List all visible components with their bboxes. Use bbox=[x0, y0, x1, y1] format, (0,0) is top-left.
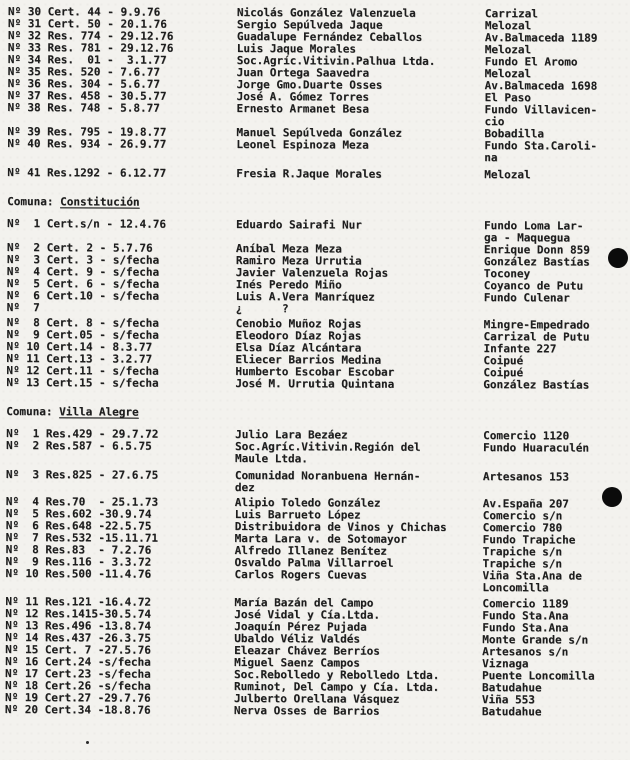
entry-ref: Nº 34 Res. 01 - 3.1.77 bbox=[7, 53, 167, 67]
table-row bbox=[7, 167, 629, 182]
entry-address: Trapiche s/n bbox=[482, 557, 563, 571]
entry-address: Carrizal de Putu bbox=[483, 330, 590, 344]
entry-ref: Nº 9 Cert.05 - s/fecha bbox=[6, 328, 159, 342]
entry-address: Mingre-Empedrado bbox=[483, 318, 590, 332]
entry-ref: Nº 14 Res.437 -26.3.75 bbox=[5, 631, 151, 645]
table-row bbox=[7, 138, 629, 165]
entry-ref: Nº 11 Cert.13 - 3.2.77 bbox=[6, 352, 153, 366]
entry-ref: Nº 11 Res.121 -16.4.72 bbox=[5, 595, 152, 609]
entry-name: Aníbal Meza Meza bbox=[235, 242, 342, 256]
entry-name: María Bazán del Campo bbox=[234, 596, 374, 610]
heading-comuna-label: Comuna: bbox=[6, 405, 53, 419]
entry-ref: Nº 6 Res.648 -22.5.75 bbox=[5, 519, 152, 533]
entry-name: Carlos Rogers Cuevas bbox=[234, 568, 367, 582]
entry-ref: Nº 7 Res.532 -15.11.71 bbox=[5, 531, 159, 545]
entry-address: Melozal bbox=[484, 168, 531, 182]
entry-name: Miguel Saenz Campos bbox=[234, 656, 360, 670]
entry-ref: Nº 16 Cert.24 -s/fecha bbox=[5, 655, 151, 669]
table-row bbox=[6, 377, 628, 392]
entry-address: Fundo Loma Lar- ga - Maquegua bbox=[483, 219, 584, 245]
entry-ref: Nº 5 Cert. 6 - s/fecha bbox=[6, 277, 160, 291]
entry-name: Sergio Sepúlveda Jaque bbox=[236, 18, 383, 32]
entry-name: Cenobio Muñoz Rojas bbox=[235, 317, 362, 331]
entry-name: José M. Urrutia Quintana bbox=[235, 377, 395, 391]
entry-name: Alfredo Illanez Benítez bbox=[234, 544, 387, 558]
entry-address: El Paso bbox=[484, 91, 531, 105]
entry-address: Fundo El Aromo bbox=[484, 55, 578, 69]
entry-name: Soc.Agríc.Vitivin.Palhua Ltda. bbox=[236, 54, 436, 68]
entry-name: Juan Ortega Saavedra bbox=[236, 66, 370, 80]
entry-ref: Nº 12 Res.1415-30.5.74 bbox=[5, 607, 152, 621]
entry-ref: Nº 19 Cert.27 -29.7.76 bbox=[4, 691, 151, 705]
entry-name: Luis Jaque Morales bbox=[236, 42, 357, 56]
entry-name: Guadalupe Fernández Ceballos bbox=[236, 30, 423, 44]
entry-name: Ubaldo Véliz Valdés bbox=[234, 632, 361, 646]
entry-address: González Bastías bbox=[483, 255, 590, 269]
entry-ref: Nº 20 Cert.34 -18.8.76 bbox=[4, 703, 151, 717]
entry-name: Eliecer Barrios Medina bbox=[235, 353, 382, 367]
entry-ref: Nº 33 Res. 781 - 29.12.76 bbox=[7, 41, 174, 55]
entry-ref: Nº 7 bbox=[6, 301, 40, 315]
table-row bbox=[5, 568, 627, 595]
entry-address: Fundo Sta.Ana bbox=[482, 621, 569, 635]
section-heading bbox=[7, 196, 629, 211]
entry-ref: Nº 15 Cert. 7 -27.5.76 bbox=[5, 643, 151, 657]
entry-ref: Nº 4 Cert. 9 - s/fecha bbox=[6, 265, 160, 279]
hole-punch-mark bbox=[602, 487, 622, 507]
entry-ref: Nº 37 Res. 458 - 30.5.77 bbox=[7, 89, 167, 103]
entry-ref: Nº 35 Res. 520 - 7.6.77 bbox=[7, 65, 161, 79]
entry-name: Luis Barrueto López bbox=[234, 508, 361, 522]
entry-ref: Nº 39 Res. 795 - 19.8.77 bbox=[7, 125, 167, 139]
entry-ref: Nº 31 Cert. 50 - 20.1.76 bbox=[7, 17, 167, 31]
entry-ref: Nº 17 Cert.23 -s/fecha bbox=[5, 667, 151, 681]
entry-address: Av.Balmaceda 1698 bbox=[484, 79, 598, 93]
entry-ref: Nº 41 Res.1292 - 6.12.77 bbox=[7, 166, 167, 180]
entry-address: Comercio 1120 bbox=[483, 429, 570, 443]
heading-comuna-name: Villa Alegre bbox=[59, 405, 139, 419]
entry-address: Coyanco de Putu bbox=[483, 279, 584, 293]
section-heading-line bbox=[7, 196, 629, 211]
entry-address: Infante 227 bbox=[483, 342, 557, 356]
entry-name: Luis A.Vera Manríquez bbox=[235, 290, 375, 304]
entry-name: Elsa Díaz Alcántara bbox=[235, 341, 362, 355]
entry-name: Osvaldo Palma Villarroel bbox=[234, 556, 394, 570]
entry-name: Javier Valenzuela Rojas bbox=[235, 266, 389, 280]
entry-address: Coipué bbox=[483, 366, 524, 380]
entry-name: Comunidad Noranbuena Hernán- dez bbox=[234, 469, 421, 495]
entry-address: Viznaga bbox=[482, 657, 529, 671]
entry-ref: Nº 1 Cert.s/n - 12.4.76 bbox=[6, 217, 167, 231]
entry-name: Julberto Orellana Vásquez bbox=[233, 692, 400, 706]
entry-address: Melozal bbox=[484, 67, 532, 81]
entry-address: Comercio 1189 bbox=[482, 597, 569, 611]
entry-ref: Nº 36 Res. 304 - 5.6.77 bbox=[7, 77, 160, 91]
entry-ref: Nº 18 Cert.26 -s/fecha bbox=[4, 679, 151, 693]
entry-name: ¿ ? bbox=[235, 302, 289, 316]
table-row bbox=[5, 704, 627, 719]
entry-name: Eleazar Chávez Berríos bbox=[234, 644, 380, 658]
entry-name: Fresia R.Jaque Morales bbox=[236, 167, 382, 181]
entry-address: Toconey bbox=[483, 267, 531, 281]
entry-name: Alipio Toledo González bbox=[234, 496, 381, 510]
entry-address: Fundo Culenar bbox=[483, 291, 570, 305]
heading-comuna-label: Comuna: bbox=[7, 195, 54, 209]
entry-ref: Nº 8 Cert. 8 - s/fecha bbox=[6, 316, 159, 330]
entry-ref: Nº 3 Res.825 - 27.6.75 bbox=[5, 468, 159, 482]
entry-name: Jorge Gmo.Duarte Osses bbox=[236, 78, 383, 92]
entry-address: Fundo Sta.Caroli- na bbox=[484, 139, 597, 165]
entry-address: Artesanos s/n bbox=[482, 645, 569, 659]
entry-ref: Nº 1 Res.429 - 29.7.72 bbox=[6, 427, 159, 441]
entry-address: Viña 553 bbox=[481, 693, 535, 707]
entry-name: Eduardo Sairafi Nur bbox=[235, 218, 362, 232]
entry-name: Nerva Osses de Barrios bbox=[233, 704, 380, 718]
entry-ref: Nº 3 Cert. 3 - s/fecha bbox=[6, 253, 160, 267]
entry-address: Carrizal bbox=[484, 7, 538, 21]
entry-ref: Nº 9 Res.116 - 3.3.72 bbox=[5, 555, 152, 569]
heading-comuna-name: Constitución bbox=[60, 195, 140, 209]
entry-ref: Nº 38 Res. 748 - 5.8.77 bbox=[7, 101, 160, 115]
section-heading-line bbox=[6, 406, 628, 421]
entry-address: Batudahue bbox=[481, 681, 542, 695]
entry-address: Viña Sta.Ana de Loncomilla bbox=[482, 569, 582, 595]
entry-address: Fundo Villavicen- cio bbox=[484, 103, 598, 129]
entry-address: Trapiche s/n bbox=[482, 545, 563, 559]
entry-ref: Nº 8 Res.83 - 7.2.76 bbox=[5, 543, 152, 557]
entry-name: Ramiro Meza Urrutia bbox=[235, 254, 362, 268]
entry-name: Eleodoro Díaz Rojas bbox=[235, 329, 362, 343]
entry-address: Av.Balmaceda 1189 bbox=[484, 31, 598, 45]
entry-name: Soc.Agríc.Vitivin.Región del Maule Ltda. bbox=[234, 440, 421, 466]
entry-address: Coipué bbox=[483, 354, 524, 368]
entry-name: Marta Lara v. de Sotomayor bbox=[234, 532, 407, 546]
entry-ref: Nº 13 Res.496 -13.8.74 bbox=[5, 619, 152, 633]
entry-address: Fundo Sta.Ana bbox=[482, 609, 569, 623]
entry-address: Puente Loncomilla bbox=[482, 669, 595, 683]
entry-name: José Vidal y Cía.Ltda. bbox=[234, 608, 381, 622]
entry-address: González Bastías bbox=[483, 378, 590, 392]
section-heading bbox=[6, 406, 628, 421]
entry-name: Nicolás González Valenzuela bbox=[236, 6, 416, 20]
entry-ref: Nº 10 Res.500 -11.4.76 bbox=[5, 567, 152, 581]
entry-name: Inés Peredo Miño bbox=[235, 278, 342, 292]
entry-ref: Nº 32 Res. 774 - 29.12.76 bbox=[7, 29, 174, 43]
entry-ref: Nº 5 Res.602 -30.9.74 bbox=[5, 507, 152, 521]
entry-address: Monte Grande s/n bbox=[482, 633, 589, 647]
table-row bbox=[6, 469, 628, 496]
entry-ref: Nº 6 Cert.10 - s/fecha bbox=[6, 289, 160, 303]
entry-name: Julio Lara Bezáez bbox=[235, 428, 348, 442]
entry-name: Ruminot, Del Campo y Cía. Ltda. bbox=[233, 680, 440, 694]
entry-address: Av.España 207 bbox=[482, 497, 569, 511]
entry-address bbox=[484, 304, 629, 317]
entry-address: Fundo Huaraculén bbox=[483, 441, 590, 455]
entry-ref: Nº 30 Cert. 44 - 9.9.76 bbox=[7, 5, 161, 19]
entry-address: Comercio s/n bbox=[482, 509, 563, 523]
ink-speck bbox=[86, 741, 89, 744]
table-row bbox=[7, 302, 629, 317]
entry-address: Melozal bbox=[484, 43, 532, 57]
hole-punch-mark bbox=[608, 248, 628, 268]
entry-name: José A. Gómez Torres bbox=[236, 90, 370, 104]
entry-name: Ernesto Armanet Besa bbox=[236, 102, 370, 116]
entry-name: Soc.Rebolledo y Rebolledo Ltda. bbox=[234, 668, 440, 682]
entry-ref: Nº 2 Res.587 - 6.5.75 bbox=[6, 439, 152, 453]
entry-ref: Nº 10 Cert.14 - 8.3.77 bbox=[6, 340, 153, 354]
table-row bbox=[6, 440, 628, 467]
entry-address: Fundo Trapiche bbox=[482, 533, 576, 547]
entry-ref: Nº 2 Cert. 2 - 5.7.76 bbox=[6, 241, 153, 255]
entry-name: Leonel Espinoza Meza bbox=[236, 138, 369, 152]
entry-address: Melozal bbox=[484, 19, 532, 33]
entry-name: Distribuidora de Vinos y Chichas bbox=[234, 520, 447, 534]
entry-address: Comercio 780 bbox=[482, 521, 563, 535]
entry-ref: Nº 13 Cert.15 - s/fecha bbox=[6, 376, 159, 390]
entry-address: Enrique Donn 859 bbox=[483, 243, 590, 257]
entry-address: Bobadilla bbox=[484, 127, 545, 141]
entry-ref: Nº 40 Res. 934 - 26.9.77 bbox=[7, 137, 167, 151]
entry-ref: Nº 4 Res.70 - 25.1.73 bbox=[5, 495, 159, 509]
entry-name: Humberto Escobar Escobar bbox=[235, 365, 395, 379]
entry-name: Joaquín Pérez Pujada bbox=[234, 620, 367, 634]
entry-address: Batudahue bbox=[481, 705, 542, 719]
entry-name: Manuel Sepúlveda González bbox=[236, 126, 403, 140]
entry-address: Artesanos 153 bbox=[482, 470, 570, 484]
entry-ref: Nº 12 Cert.11 - s/fecha bbox=[6, 364, 159, 378]
